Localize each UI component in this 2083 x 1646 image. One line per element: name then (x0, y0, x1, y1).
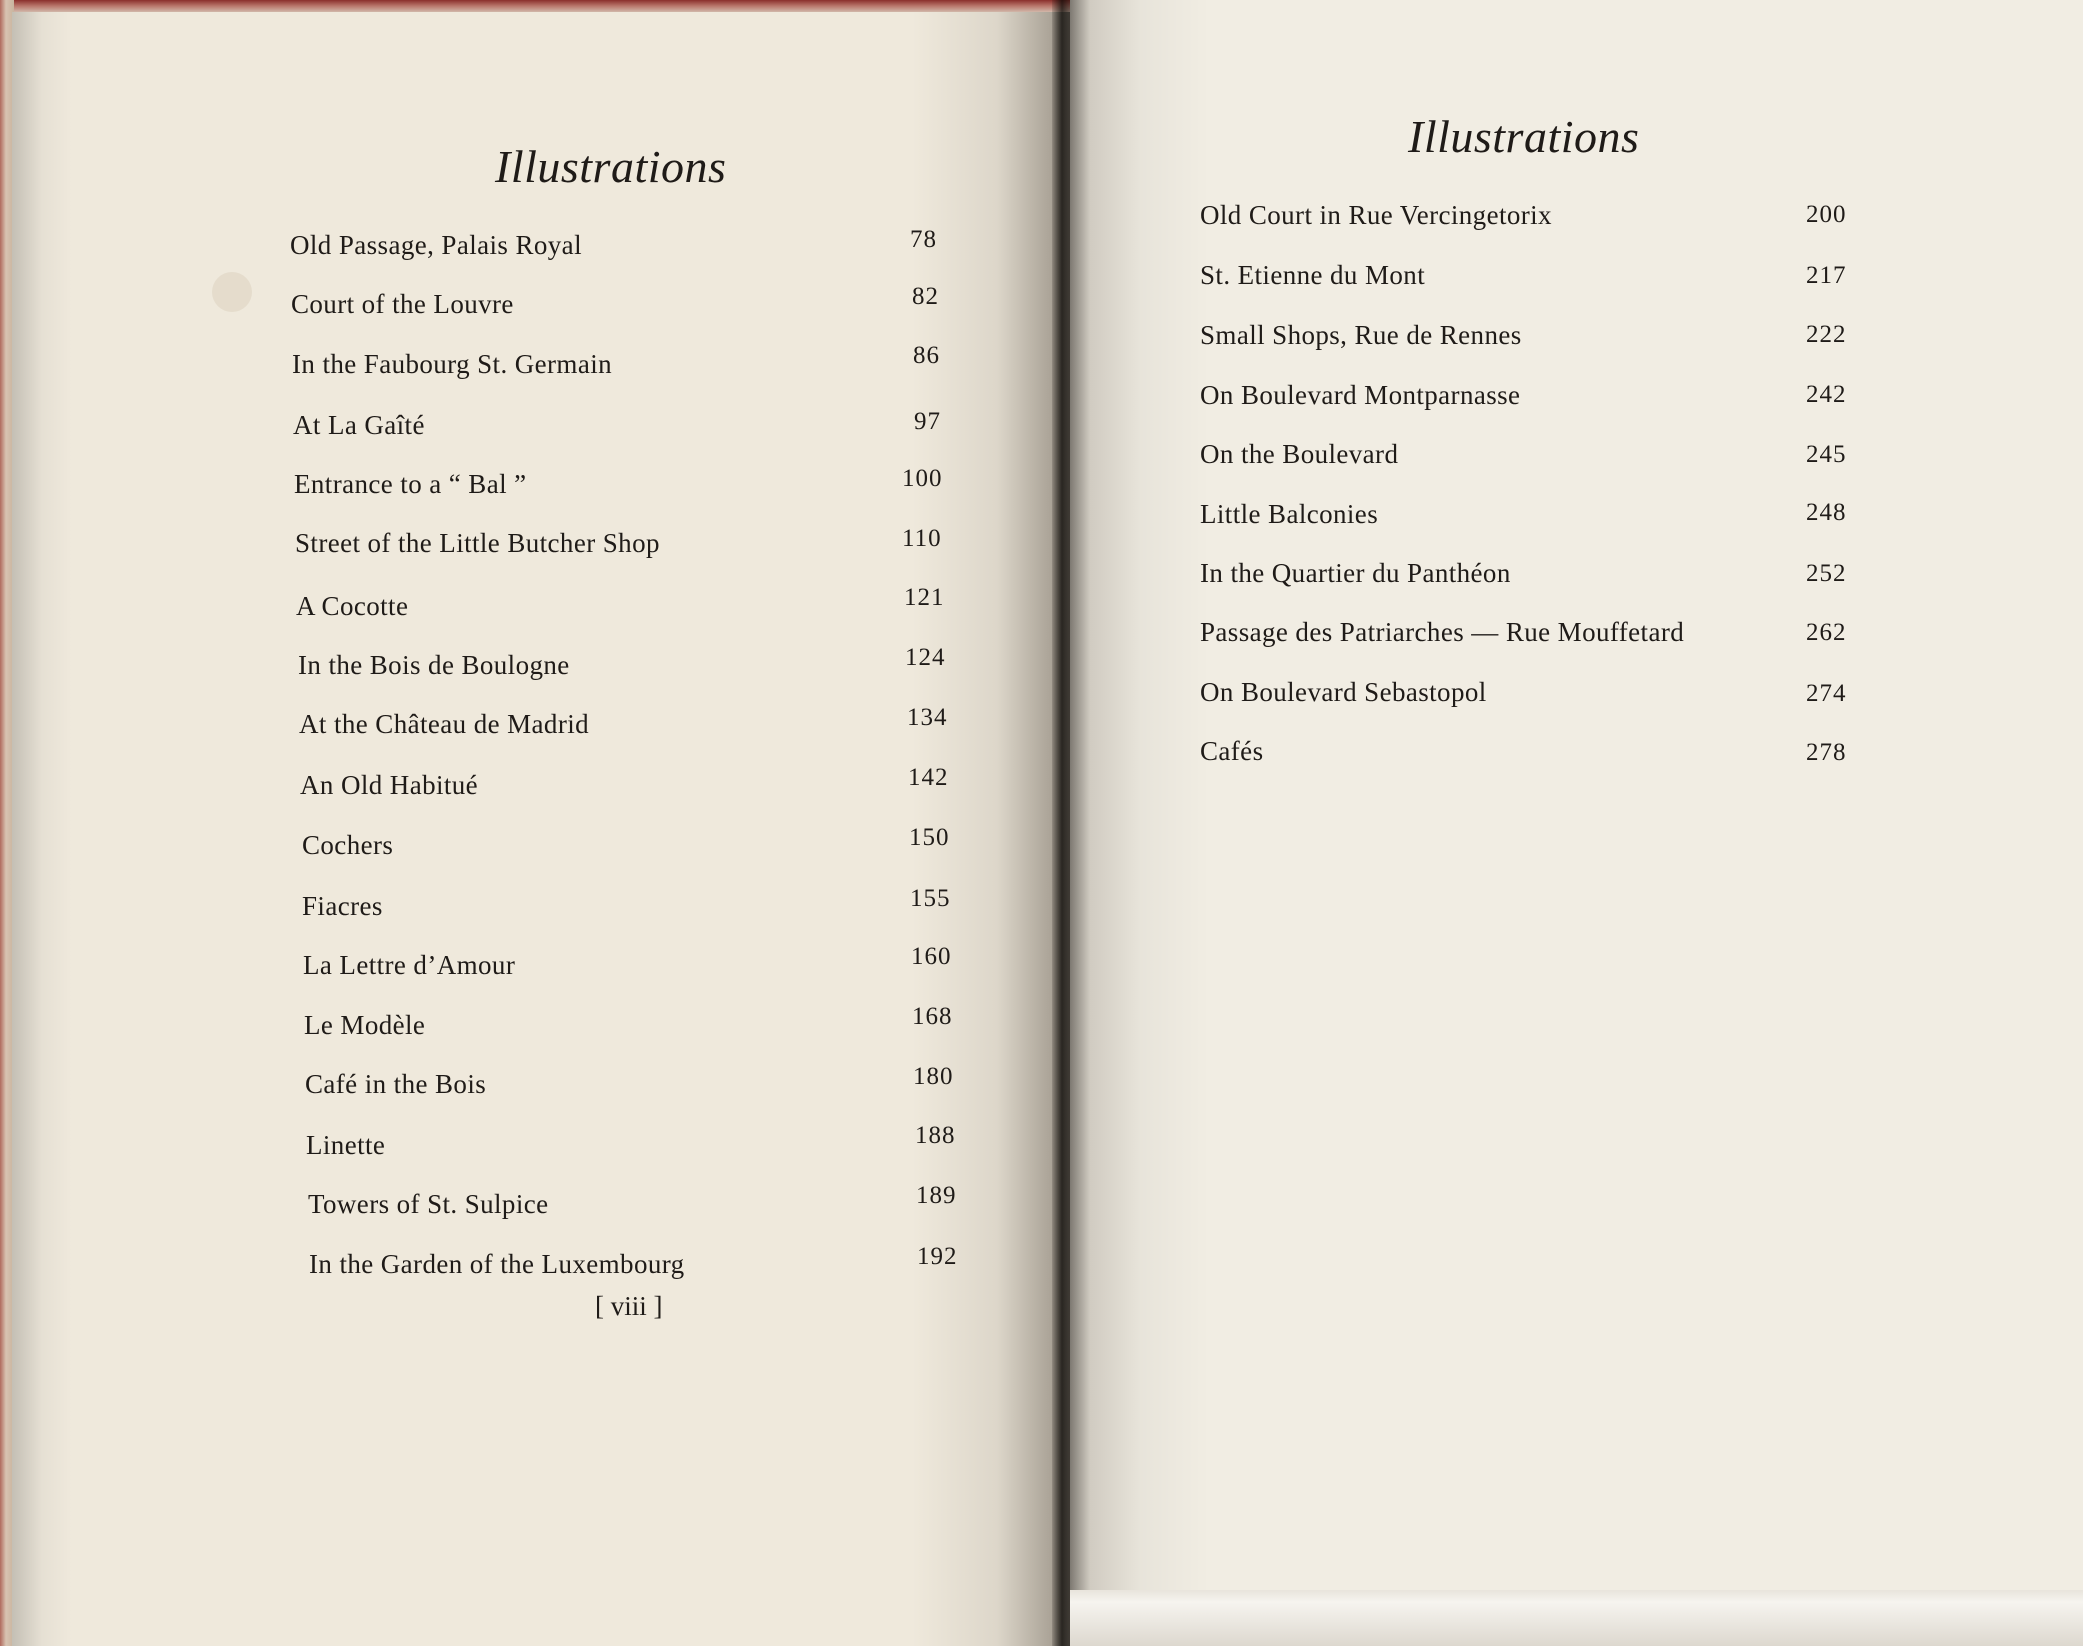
illustration-title: Little Balconies (1200, 499, 1379, 529)
illustration-page-number: 86 (913, 342, 940, 369)
illustration-title: Le Modèle (304, 1010, 426, 1040)
illustration-title: Passage des Patriarches — Rue Mouffetard (1200, 617, 1685, 647)
page-bottom-edge (1070, 1590, 2083, 1646)
illustration-title: Fiacres (302, 891, 383, 921)
illustration-title: At La Gaîté (293, 410, 425, 440)
illustration-page-number: 100 (902, 465, 943, 492)
illustration-title: Small Shops, Rue de Rennes (1200, 320, 1522, 350)
illustration-page-number: 274 (1806, 680, 1847, 707)
illustration-title: Street of the Little Butcher Shop (295, 528, 660, 558)
illustration-page-number: 155 (910, 885, 951, 912)
illustration-title: A Cocotte (296, 591, 409, 621)
illustration-title: At the Château de Madrid (299, 709, 590, 739)
illustration-title: An Old Habitué (300, 770, 479, 800)
illustration-page-number: 97 (914, 408, 941, 435)
illustration-page-number: 192 (917, 1243, 958, 1270)
illustration-title: Cafés (1200, 736, 1264, 766)
illustration-page-number: 217 (1806, 262, 1847, 289)
illustration-page-number: 82 (912, 283, 939, 310)
illustration-page-number: 252 (1806, 560, 1847, 587)
illustration-page-number: 142 (908, 764, 949, 791)
illustration-title: Towers of St. Sulpice (308, 1189, 549, 1219)
left-page-heading: Illustrations (495, 141, 727, 192)
illustration-page-number: 222 (1806, 321, 1847, 348)
illustration-title: Old Court in Rue Vercingetorix (1200, 200, 1552, 230)
illustration-page-number: 160 (911, 943, 952, 970)
illustration-page-number: 168 (912, 1003, 953, 1030)
illustration-page-number: 124 (905, 644, 946, 671)
illustration-title: In the Garden of the Luxembourg (309, 1249, 685, 1279)
illustration-title: Old Passage, Palais Royal (290, 230, 582, 260)
illustration-title: St. Etienne du Mont (1200, 260, 1426, 290)
illustration-title: In the Bois de Boulogne (298, 650, 570, 680)
illustration-title: On Boulevard Montparnasse (1200, 380, 1521, 410)
illustration-page-number: 248 (1806, 499, 1847, 526)
illustration-page-number: 245 (1806, 441, 1847, 468)
page-stain (212, 272, 252, 312)
left-page (12, 12, 1070, 1646)
illustration-title: On the Boulevard (1200, 439, 1399, 469)
illustration-page-number: 150 (909, 824, 950, 851)
illustration-page-number: 78 (910, 226, 937, 253)
illustration-title: Entrance to a “ Bal ” (294, 469, 527, 499)
illustration-page-number: 200 (1806, 201, 1847, 228)
illustration-page-number: 278 (1806, 739, 1847, 766)
illustration-page-number: 134 (907, 704, 948, 731)
right-page (1070, 0, 2083, 1590)
illustration-page-number: 188 (915, 1122, 956, 1149)
illustration-page-number: 180 (913, 1063, 954, 1090)
illustration-title: La Lettre d’Amour (303, 950, 516, 980)
illustration-title: Café in the Bois (305, 1069, 487, 1099)
illustration-page-number: 121 (904, 584, 945, 611)
illustration-page-number: 110 (902, 525, 942, 552)
illustration-title: In the Faubourg St. Germain (292, 349, 613, 379)
illustration-title: On Boulevard Sebastopol (1200, 677, 1487, 707)
illustration-title: Cochers (302, 830, 394, 860)
illustration-page-number: 242 (1806, 381, 1847, 408)
illustration-page-number: 189 (916, 1182, 957, 1209)
illustration-title: In the Quartier du Panthéon (1200, 558, 1511, 588)
illustration-title: Linette (306, 1130, 386, 1160)
page-folio: [ viii ] (595, 1291, 663, 1321)
right-page-heading: Illustrations (1408, 111, 1640, 162)
illustration-page-number: 262 (1806, 619, 1847, 646)
illustration-title: Court of the Louvre (291, 289, 514, 319)
